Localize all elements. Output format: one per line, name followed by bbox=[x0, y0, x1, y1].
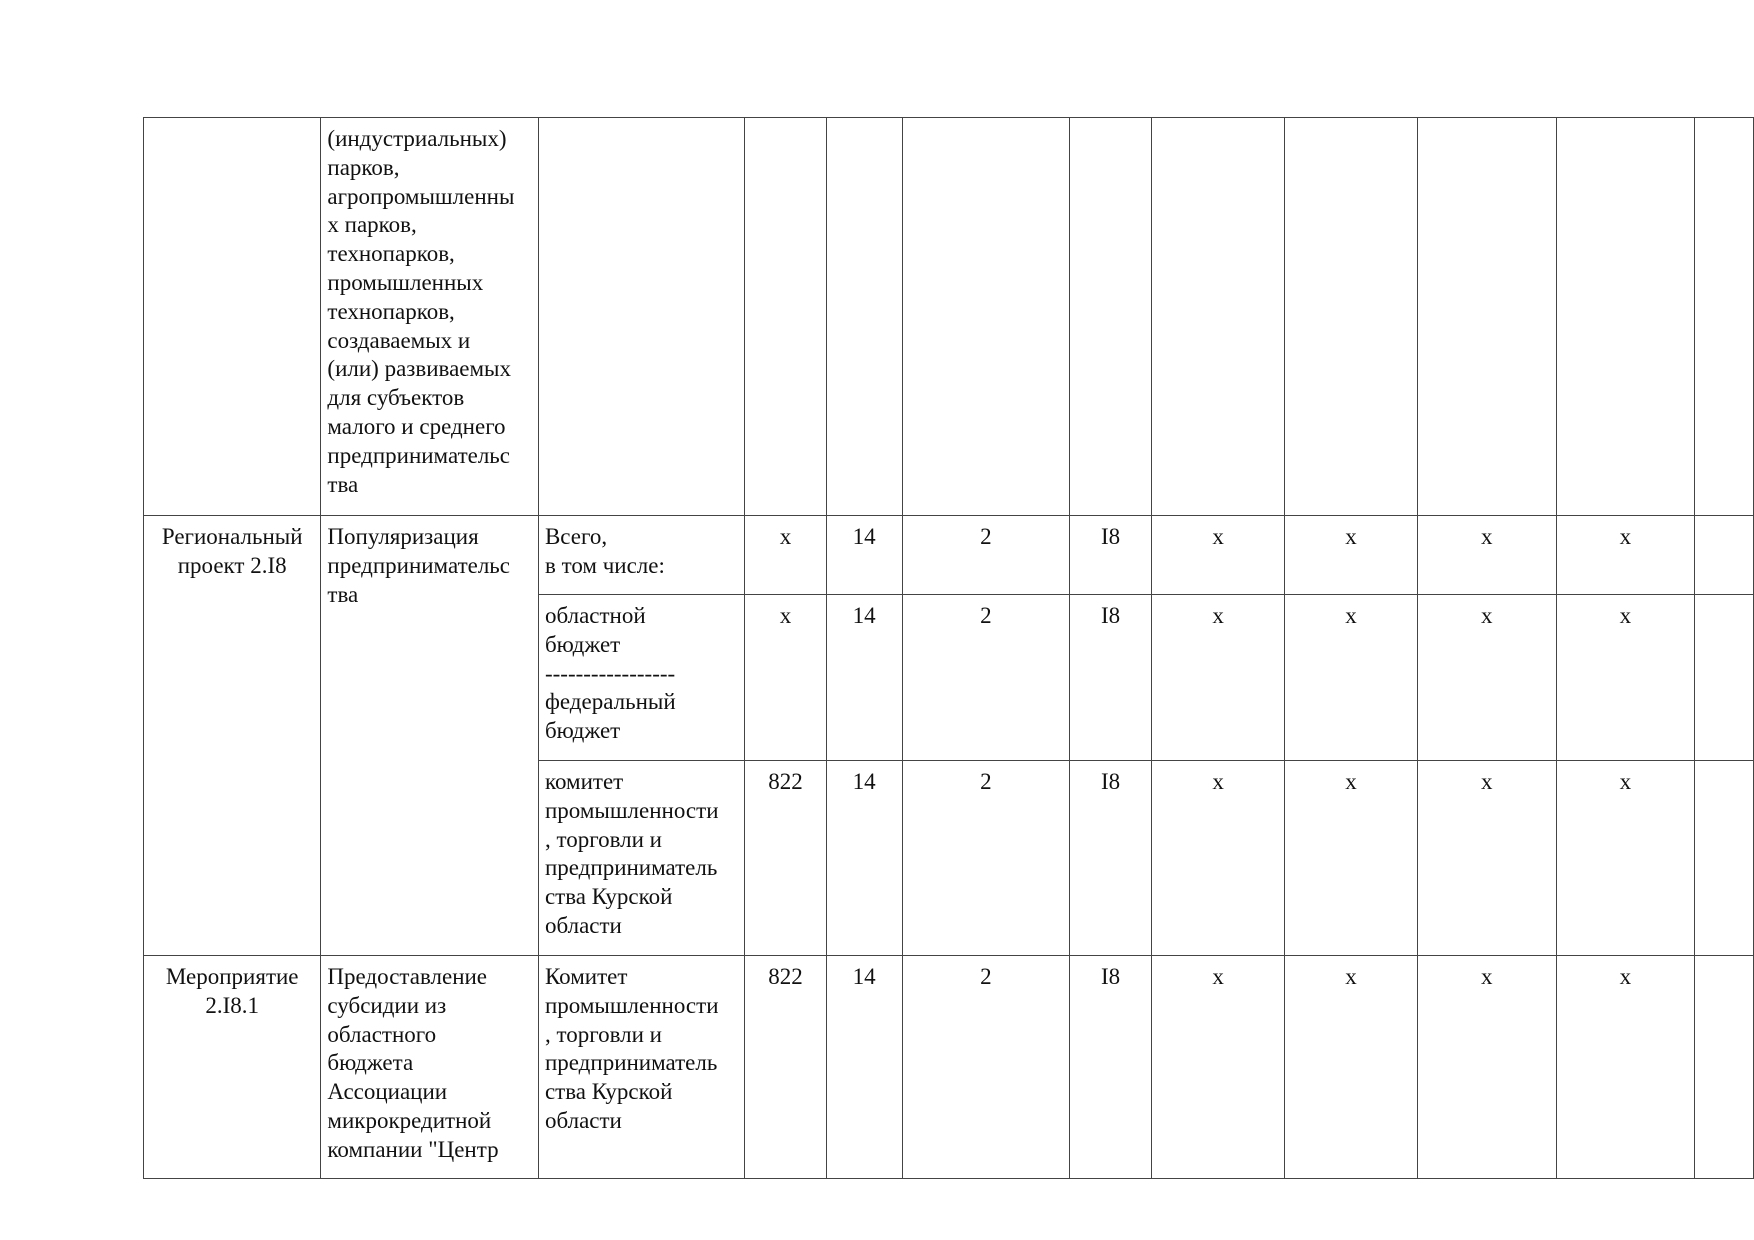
name-cell: Популяризация предпринимательс тва bbox=[321, 516, 539, 956]
value-cell: x bbox=[1556, 761, 1694, 956]
value-cell bbox=[1695, 956, 1754, 1179]
cs-cell: I8 bbox=[1070, 761, 1152, 956]
value-cell: x bbox=[1417, 516, 1556, 595]
executor-cell: Комитет промышленности , торговли и предприниматель ства Курской области bbox=[538, 956, 745, 1179]
cs-cell bbox=[1070, 118, 1152, 516]
value-cell: x bbox=[1556, 956, 1694, 1179]
grbs-cell: 822 bbox=[745, 761, 826, 956]
value-cell: x bbox=[1151, 516, 1284, 595]
pr-cell: 2 bbox=[902, 595, 1070, 761]
code-cell: Мероприятие 2.I8.1 bbox=[144, 956, 321, 1179]
rz-cell bbox=[826, 118, 902, 516]
table-row bbox=[144, 956, 1754, 1179]
value-cell bbox=[1285, 118, 1417, 516]
value-cell: x bbox=[1285, 761, 1417, 956]
grbs-cell: 822 bbox=[745, 956, 826, 1179]
value-cell: x bbox=[1417, 595, 1556, 761]
cs-cell: I8 bbox=[1070, 595, 1152, 761]
value-cell: x bbox=[1285, 595, 1417, 761]
executor-cell: Всего, в том числе: bbox=[538, 516, 745, 595]
value-cell: x bbox=[1285, 956, 1417, 1179]
rz-cell: 14 bbox=[826, 761, 902, 956]
executor-cell: областной бюджет ----------------- федеральный бюджет bbox=[538, 595, 745, 761]
value-cell bbox=[1695, 516, 1754, 595]
grbs-cell: x bbox=[745, 516, 826, 595]
budget-table bbox=[143, 117, 1754, 1179]
grbs-cell bbox=[745, 118, 826, 516]
grbs-cell: x bbox=[745, 595, 826, 761]
code-cell bbox=[144, 118, 321, 516]
value-cell bbox=[1556, 118, 1694, 516]
name-cell: (индустриальных) парков, агропромышленны х парков, технопарков, промышленных технопарков, создаваемых и (или) развиваемых для субъектов малого и среднего предпринимательс тва bbox=[321, 118, 539, 516]
cs-cell: I8 bbox=[1070, 516, 1152, 595]
table-row bbox=[144, 118, 1754, 516]
code-cell: Региональный проект 2.I8 bbox=[144, 516, 321, 956]
executor-cell bbox=[538, 118, 745, 516]
value-cell: x bbox=[1285, 516, 1417, 595]
value-cell bbox=[1695, 118, 1754, 516]
rz-cell: 14 bbox=[826, 956, 902, 1179]
pr-cell: 2 bbox=[902, 516, 1070, 595]
value-cell: x bbox=[1417, 761, 1556, 956]
value-cell: x bbox=[1417, 956, 1556, 1179]
pr-cell bbox=[902, 118, 1070, 516]
value-cell bbox=[1151, 118, 1284, 516]
table-row bbox=[144, 516, 1754, 595]
value-cell: x bbox=[1151, 595, 1284, 761]
value-cell bbox=[1695, 595, 1754, 761]
pr-cell: 2 bbox=[902, 761, 1070, 956]
rz-cell: 14 bbox=[826, 516, 902, 595]
value-cell: x bbox=[1556, 516, 1694, 595]
cs-cell: I8 bbox=[1070, 956, 1152, 1179]
value-cell bbox=[1695, 761, 1754, 956]
pr-cell: 2 bbox=[902, 956, 1070, 1179]
value-cell: x bbox=[1151, 956, 1284, 1179]
value-cell bbox=[1417, 118, 1556, 516]
executor-cell: комитет промышленности , торговли и предприниматель ства Курской области bbox=[538, 761, 745, 956]
value-cell: x bbox=[1151, 761, 1284, 956]
name-cell: Предоставление субсидии из областного бюджета Ассоциации микрокредитной компании "Центр bbox=[321, 956, 539, 1179]
rz-cell: 14 bbox=[826, 595, 902, 761]
value-cell: x bbox=[1556, 595, 1694, 761]
